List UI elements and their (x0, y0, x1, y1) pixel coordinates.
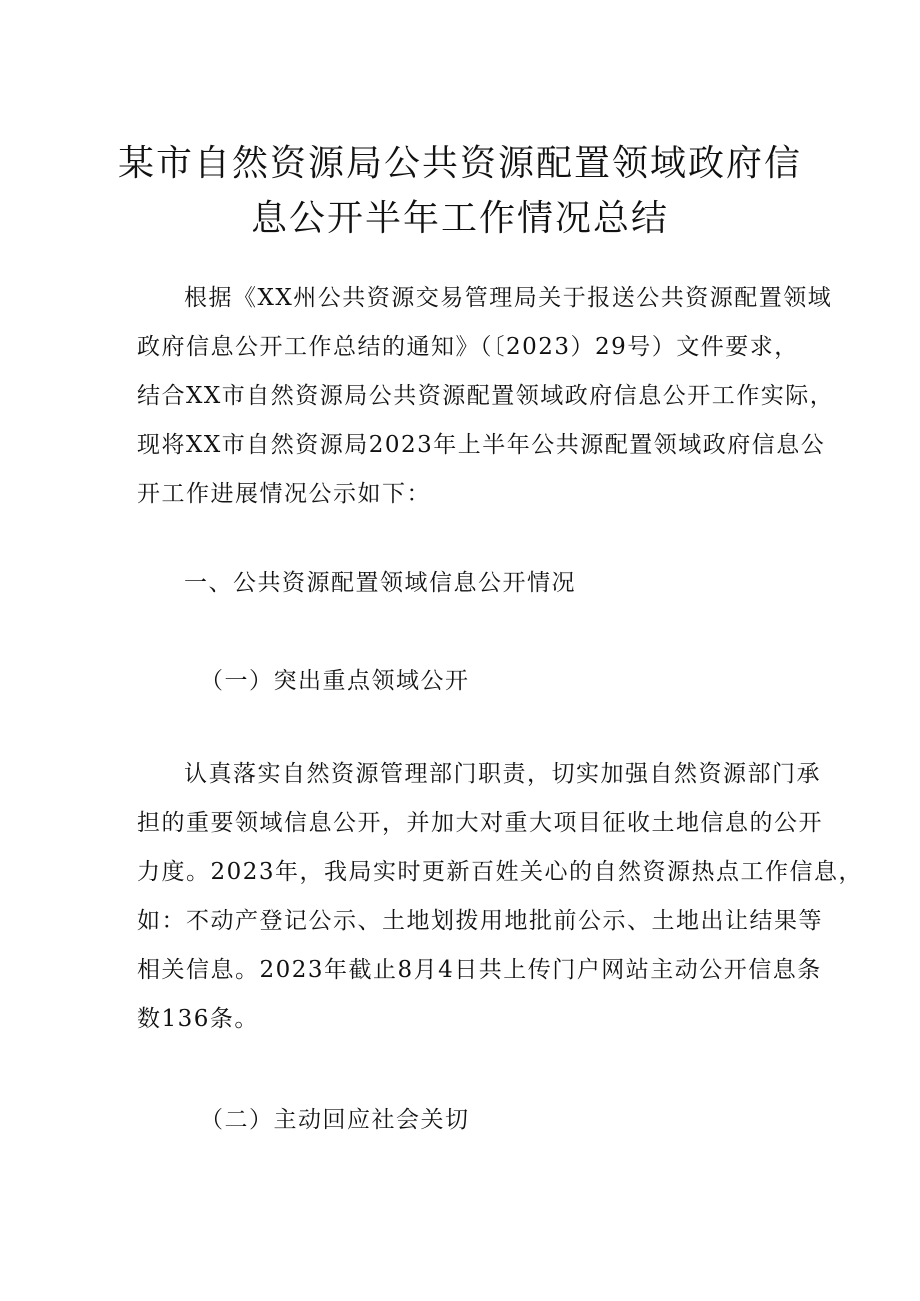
intro-paragraph-line-3: 结合XX市自然资源局公共资源配置领域政府信息公开工作实际， (137, 383, 835, 409)
subsection-1-line-6: 数136条。 (137, 1006, 259, 1032)
document-title-line-2: 息公开半年工作情况总结 (250, 198, 669, 239)
intro-paragraph-line-2: 政府信息公开工作总结的通知》（〔2023）29号）文件要求， (137, 334, 799, 360)
document-title-line-1: 某市自然资源局公共资源配置领域政府信 (117, 143, 802, 184)
intro-paragraph-line-1: 根据《XX州公共资源交易管理局关于报送公共资源配置领域 (184, 285, 833, 311)
subsection-2-heading: （二）主动回应社会关切 (200, 1107, 470, 1133)
subsection-1-line-3: 力度。2023年，我局实时更新百姓关心的自然资源热点工作信息， (137, 859, 864, 885)
subsection-1-line-5: 相关信息。2023年截止8月4日共上传门户网站主动公开信息条 (137, 957, 822, 983)
intro-paragraph-line-5: 开工作进展情况公示如下： (137, 481, 431, 507)
section-1-heading: 一、公共资源配置领域信息公开情况 (184, 570, 576, 596)
subsection-1-line-4: 如：不动产登记公示、土地划拨用地批前公示、土地出让结果等 (137, 908, 823, 934)
intro-paragraph-line-4: 现将XX市自然资源局2023年上半年公共源配置领域政府信息公 (137, 432, 826, 458)
subsection-1-heading: （一）突出重点领域公开 (200, 668, 470, 694)
subsection-1-line-1: 认真落实自然资源管理部门职责，切实加强自然资源部门承 (184, 761, 821, 787)
subsection-1-line-2: 担的重要领域信息公开，并加大对重大项目征收土地信息的公开 (137, 810, 823, 836)
